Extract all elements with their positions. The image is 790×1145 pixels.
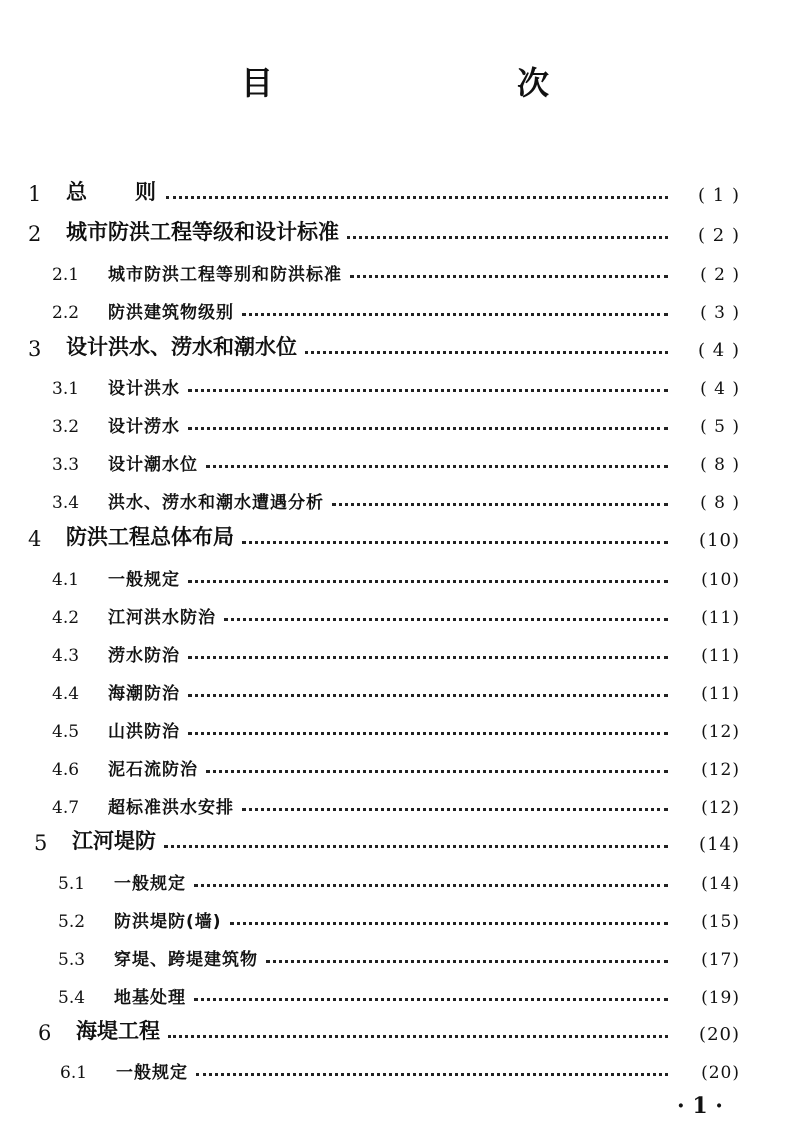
leader-dots (350, 271, 668, 278)
toc-entry-page: ( 4 ) (698, 340, 740, 361)
toc-entry[interactable] (52, 369, 740, 399)
toc-entry[interactable] (52, 255, 740, 285)
leader-dots (347, 232, 668, 239)
toc-entry-number: 4.5 (52, 722, 80, 742)
toc-entry[interactable] (52, 598, 740, 628)
toc-entry-number: 4.2 (52, 608, 80, 628)
toc-entry-label: 一般规定 (108, 570, 180, 590)
toc-entry-page: (12) (701, 798, 740, 818)
toc-entry-label: 涝水防治 (108, 646, 180, 666)
toc-entry-label: 江河洪水防治 (108, 608, 216, 628)
toc-entry[interactable] (58, 940, 740, 970)
toc-entry-number: 2.2 (52, 303, 80, 323)
page-title: 目 次 (240, 64, 609, 102)
toc-entry-label: 山洪防治 (108, 722, 180, 742)
toc-entry[interactable] (52, 788, 740, 818)
toc-entry-label: 海堤工程 (76, 1019, 160, 1043)
leader-dots (206, 461, 668, 468)
toc-entry-page: ( 4 ) (700, 379, 740, 399)
toc-entry[interactable] (52, 636, 740, 666)
toc-entry[interactable] (58, 978, 740, 1008)
leader-dots (196, 1069, 668, 1076)
toc-entry-page: ( 2 ) (700, 265, 740, 285)
leader-dots (188, 728, 668, 735)
leader-dots (305, 347, 668, 354)
toc-entry-label: 防洪建筑物级别 (108, 303, 234, 323)
toc-entry-number: 5.2 (58, 912, 86, 932)
toc-entry-label: 设计洪水、涝水和潮水位 (66, 335, 297, 359)
leader-dots (242, 537, 668, 544)
toc-entry[interactable] (52, 293, 740, 323)
toc-entry-number: 5 (34, 831, 48, 855)
toc-entry-label: 一般规定 (116, 1063, 188, 1083)
toc-entry-page: (20) (699, 1024, 740, 1045)
toc-entry-number: 4 (28, 527, 42, 551)
toc-entry-label: 超标准洪水安排 (108, 798, 234, 818)
leader-dots (188, 385, 668, 392)
toc-entry-page: ( 8 ) (700, 455, 740, 475)
toc-entry[interactable] (28, 331, 740, 361)
toc-entry-number: 4.6 (52, 760, 80, 780)
toc-entry-number: 5.1 (58, 874, 86, 894)
toc-entry-label: 城市防洪工程等级和设计标准 (66, 220, 339, 244)
toc-entry-page: (11) (701, 646, 740, 666)
leader-dots (332, 499, 668, 506)
toc-entry-number: 5.4 (58, 988, 86, 1008)
leader-dots (166, 192, 668, 199)
toc-entry-label: 一般规定 (114, 874, 186, 894)
leader-dots (242, 309, 668, 316)
toc-entry[interactable] (52, 445, 740, 475)
toc-entry-number: 6.1 (60, 1063, 88, 1083)
toc-entry[interactable] (52, 560, 740, 590)
toc-entry[interactable] (52, 674, 740, 704)
toc-entry-number: 3.2 (52, 417, 80, 437)
toc-entry-label: 总 则 (66, 180, 158, 204)
toc-entry-page: (19) (701, 988, 740, 1008)
toc-entry[interactable] (38, 1015, 740, 1045)
leader-dots (194, 880, 668, 887)
leader-dots (188, 690, 668, 697)
toc-entry-label: 洪水、涝水和潮水遭遇分析 (108, 493, 324, 513)
toc-entry-page: (10) (699, 530, 740, 551)
toc-entry[interactable] (52, 750, 740, 780)
leader-dots (230, 918, 668, 925)
toc-entry-number: 4.7 (52, 798, 80, 818)
toc-entry-number: 2 (28, 222, 42, 246)
toc-entry-page: ( 5 ) (700, 417, 740, 437)
leader-dots (188, 423, 668, 430)
toc-entry-page: (20) (701, 1063, 740, 1083)
toc-entry-number: 4.3 (52, 646, 80, 666)
toc-entry[interactable] (28, 216, 740, 246)
leader-dots (188, 576, 668, 583)
toc-entry-page: (12) (701, 760, 740, 780)
toc-entry[interactable] (28, 521, 740, 551)
toc-entry[interactable] (58, 864, 740, 894)
toc-entry-page: (15) (701, 912, 740, 932)
toc-entry-number: 6 (38, 1021, 52, 1045)
toc-entry-number: 3.4 (52, 493, 80, 513)
toc-entry-page: (14) (701, 874, 740, 894)
toc-entry-label: 设计潮水位 (108, 455, 198, 475)
toc-entry-page: (12) (701, 722, 740, 742)
leader-dots (194, 994, 668, 1001)
toc-entry-number: 4.1 (52, 570, 80, 590)
toc-entry-number: 2.1 (52, 265, 80, 285)
toc-entry-page: (10) (701, 570, 740, 590)
toc-entry-number: 4.4 (52, 684, 80, 704)
toc-entry-label: 穿堤、跨堤建筑物 (114, 950, 258, 970)
leader-dots (206, 766, 668, 773)
toc-entry-label: 防洪工程总体布局 (66, 525, 234, 549)
toc-entry-number: 1 (28, 182, 42, 206)
toc-entry-number: 3 (28, 337, 42, 361)
toc-entry-page: (17) (701, 950, 740, 970)
leader-dots (168, 1031, 668, 1038)
toc-entry-label: 泥石流防治 (108, 760, 198, 780)
toc-entry-page: ( 8 ) (700, 493, 740, 513)
toc-entry-label: 城市防洪工程等别和防洪标准 (108, 265, 342, 285)
toc-entry[interactable] (60, 1053, 740, 1083)
leader-dots (266, 956, 668, 963)
toc-entry-number: 3.3 (52, 455, 80, 475)
page-number: · 1 · (677, 1093, 723, 1119)
toc-entry-label: 设计涝水 (108, 417, 180, 437)
toc-entry[interactable] (52, 483, 740, 513)
leader-dots (164, 841, 668, 848)
toc-entry-label: 地基处理 (114, 988, 186, 1008)
toc-entry-page: ( 3 ) (700, 303, 740, 323)
toc-entry[interactable] (34, 825, 740, 855)
toc-entry[interactable] (52, 407, 740, 437)
toc-entry[interactable] (28, 176, 740, 206)
toc-entry-page: (14) (699, 834, 740, 855)
leader-dots (242, 804, 668, 811)
toc-entry-number: 3.1 (52, 379, 80, 399)
toc-entry-label: 防洪堤防(墙) (114, 912, 222, 932)
toc-entry-page: ( 2 ) (698, 225, 740, 246)
toc-entry-label: 设计洪水 (108, 379, 180, 399)
toc-entry[interactable] (52, 712, 740, 742)
toc-entry[interactable] (58, 902, 740, 932)
leader-dots (188, 652, 668, 659)
toc-entry-page: (11) (701, 684, 740, 704)
toc-entry-page: (11) (701, 608, 740, 628)
toc-entry-label: 海潮防治 (108, 684, 180, 704)
toc-entry-number: 5.3 (58, 950, 86, 970)
leader-dots (224, 614, 668, 621)
toc-entry-page: ( 1 ) (698, 185, 740, 206)
toc-entry-label: 江河堤防 (72, 829, 156, 853)
